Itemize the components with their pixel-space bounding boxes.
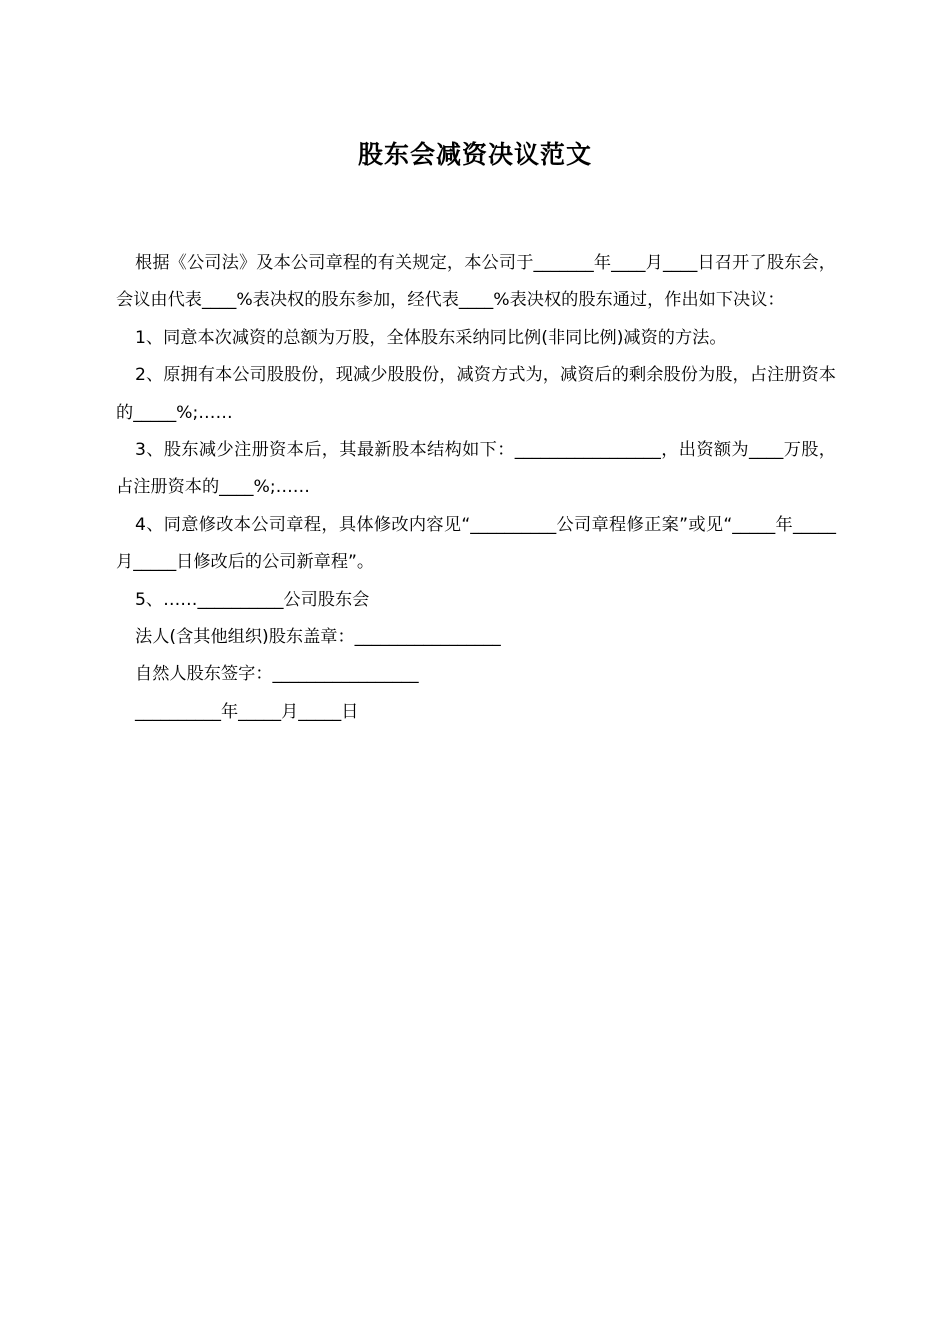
resolution-item-1: 1、同意本次减资的总额为万股，全体股东采纳同比例(非同比例)减资的方法。: [135, 327, 727, 348]
resolution-item-4: 4、同意修改本公司章程，具体修改内容见“__________公司章程修正案”或见“_____年_____月_____日修改后的公司新章程”。: [116, 514, 836, 573]
resolution-item-5: 5、……__________公司股东会: [135, 589, 370, 610]
resolution-item-2: 2、原拥有本公司股股份，现减少股股份，减资方式为，减资后的剩余股份为股，占注册资本的_____%;……: [116, 365, 836, 423]
document-body: [116, 245, 836, 731]
document-title: 股东会减资决议范文: [357, 140, 592, 169]
date-line: __________年_____月_____日: [135, 701, 359, 722]
intro-paragraph: 根据《公司法》及本公司章程的有关规定，本公司于_______年____月____日召开了股东会，会议由代表____%表决权的股东参加，经代表____%表决权的股东通过，作出如下决议：: [116, 253, 836, 311]
natural-person-signature-line: 自然人股东签字：_________________: [135, 664, 419, 685]
legal-person-seal-line: 法人(含其他组织)股东盖章：_________________: [135, 627, 501, 648]
resolution-item-3: 3、股东减少注册资本后，其最新股本结构如下：_________________，出资额为____万股，占注册资本的____%;……: [116, 440, 836, 498]
